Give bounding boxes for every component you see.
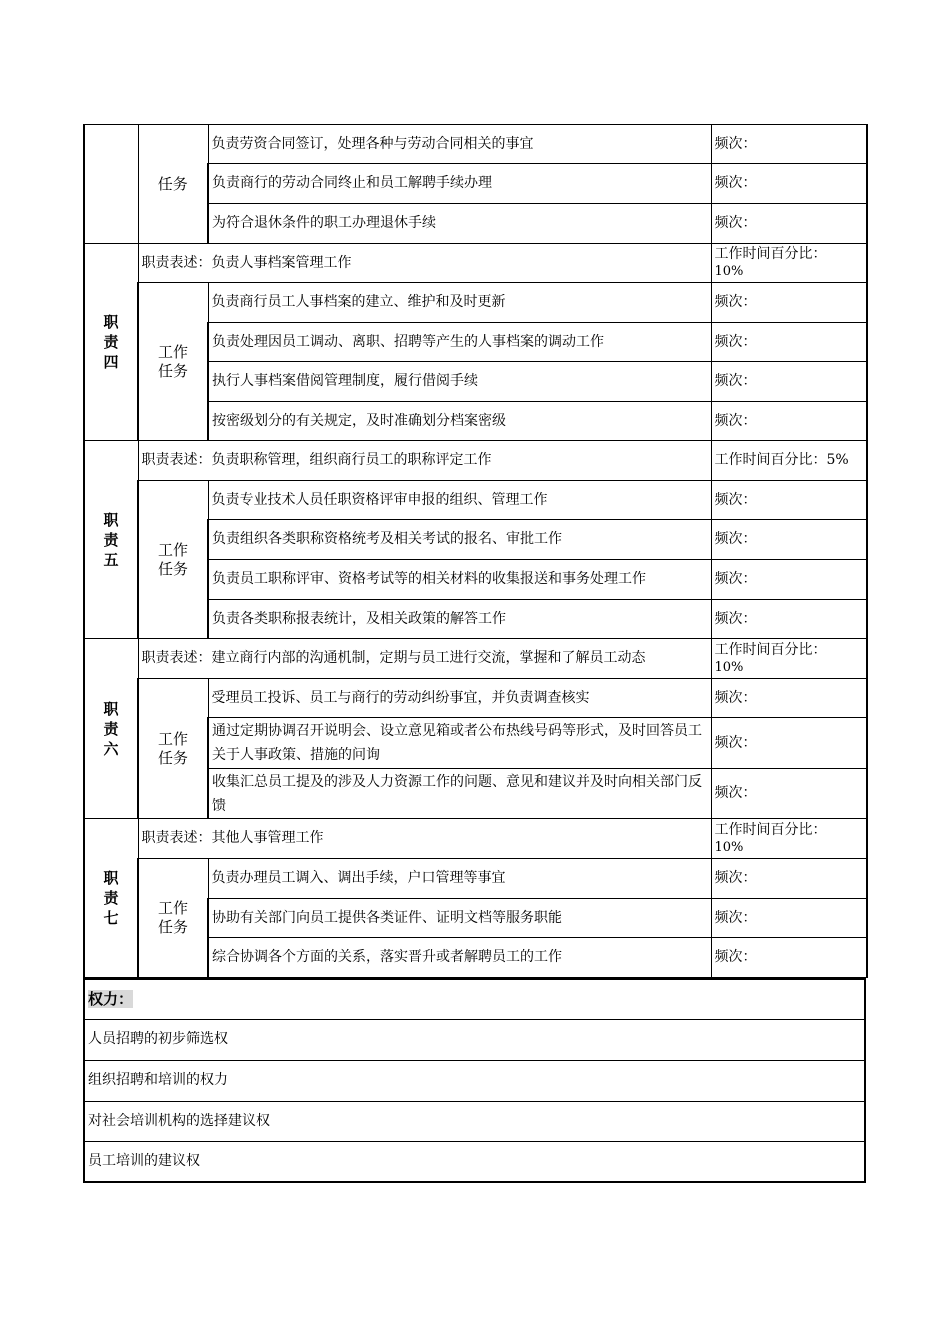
frequency-cell: 频次：: [711, 679, 867, 718]
task-text: 按密级划分的有关规定，及时准确划分档案密级: [208, 402, 711, 441]
power-row: [84, 1141, 865, 1182]
task-label: 任务: [138, 125, 208, 244]
frequency-cell: 频次：: [711, 164, 867, 204]
task-text: 收集汇总员工提及的涉及人力资源工作的问题、意见和建议并及时向相关部门反馈: [208, 769, 711, 819]
powers-table: [83, 978, 866, 1183]
job-description-sheet: [83, 124, 866, 1183]
task-text: 负责各类职称报表统计，及相关政策的解答工作: [208, 600, 711, 639]
task-row: [84, 481, 867, 520]
task-text: 负责组织各类职称资格统考及相关考试的报名、审批工作: [208, 520, 711, 560]
frequency-cell: 频次：: [711, 402, 867, 441]
duty-statement-row: [84, 441, 867, 481]
frequency-cell: 频次：: [711, 204, 867, 244]
task-row: [84, 859, 867, 899]
frequency-cell: 频次：: [711, 899, 867, 938]
duties-table: [83, 124, 868, 978]
powers-title: 权力：: [84, 979, 865, 1019]
frequency-cell: 频次：: [711, 600, 867, 639]
power-item: 员工培训的建议权: [84, 1141, 865, 1182]
duty-statement: 职责表述：建立商行内部的沟通机制，定期与员工进行交流，掌握和了解员工动态: [138, 639, 711, 679]
duty-statement: 职责表述：负责职称管理，组织商行员工的职称评定工作: [138, 441, 711, 481]
frequency-cell: 频次：: [711, 362, 867, 402]
task-text: 负责商行的劳动合同终止和员工解聘手续办理: [208, 164, 711, 204]
frequency-cell: 频次：: [711, 481, 867, 520]
duty-7-label: 职 责 七: [84, 819, 138, 978]
task-text: 综合协调各个方面的关系，落实晋升或者解聘员工的工作: [208, 938, 711, 978]
task-text: 负责办理员工调入、调出手续，户口管理等事宜: [208, 859, 711, 899]
powers-header-row: [84, 979, 865, 1019]
task-row: [84, 125, 867, 164]
frequency-cell: 频次：: [711, 859, 867, 899]
task-label: 工作 任务: [138, 283, 208, 441]
duty-5-label: 职 责 五: [84, 441, 138, 639]
frequency-cell: 频次：: [711, 938, 867, 978]
task-text: 通过定期协调召开说明会、设立意见箱或者公布热线号码等形式，及时回答员工关于人事政策、措施的问询: [208, 718, 711, 769]
task-text: 协助有关部门向员工提供各类证件、证明文档等服务职能: [208, 899, 711, 938]
duty-4-label: 职 责 四: [84, 244, 138, 441]
duty-statement: 职责表述：其他人事管理工作: [138, 819, 711, 859]
task-text: 负责劳资合同签订，处理各种与劳动合同相关的事宜: [208, 125, 711, 164]
time-percentage: 工作时间百分比： 10%: [711, 244, 867, 283]
frequency-cell: 频次：: [711, 560, 867, 600]
time-percentage: 工作时间百分比：5%: [711, 441, 867, 481]
task-text: 负责处理因员工调动、离职、招聘等产生的人事档案的调动工作: [208, 323, 711, 362]
power-item: 对社会培训机构的选择建议权: [84, 1101, 865, 1141]
task-label: 工作 任务: [138, 679, 208, 819]
task-label: 工作 任务: [138, 481, 208, 639]
duty-statement-row: [84, 639, 867, 679]
power-item: 人员招聘的初步筛选权: [84, 1019, 865, 1060]
power-row: [84, 1060, 865, 1101]
duty-statement-row: [84, 819, 867, 859]
time-percentage: 工作时间百分比： 10%: [711, 819, 867, 859]
frequency-cell: 频次：: [711, 125, 867, 164]
frequency-cell: 频次：: [711, 283, 867, 323]
task-text: 执行人事档案借阅管理制度，履行借阅手续: [208, 362, 711, 402]
frequency-cell: 频次：: [711, 769, 867, 819]
task-text: 负责专业技术人员任职资格评审申报的组织、管理工作: [208, 481, 711, 520]
duty-statement: 职责表述：负责人事档案管理工作: [138, 244, 711, 283]
duty-6-label: 职 责 六: [84, 639, 138, 819]
duty-label-empty: [84, 125, 138, 244]
task-label: 工作 任务: [138, 859, 208, 978]
power-row: [84, 1019, 865, 1060]
task-text: 负责员工职称评审、资格考试等的相关材料的收集报送和事务处理工作: [208, 560, 711, 600]
power-item: 组织招聘和培训的权力: [84, 1060, 865, 1101]
frequency-cell: 频次：: [711, 520, 867, 560]
task-row: [84, 283, 867, 323]
task-row: [84, 679, 867, 718]
task-text: 受理员工投诉、员工与商行的劳动纠纷事宜，并负责调查核实: [208, 679, 711, 718]
power-row: [84, 1101, 865, 1141]
duty-statement-row: [84, 244, 867, 283]
task-text: 为符合退休条件的职工办理退休手续: [208, 204, 711, 244]
task-text: 负责商行员工人事档案的建立、维护和及时更新: [208, 283, 711, 323]
frequency-cell: 频次：: [711, 718, 867, 769]
time-percentage: 工作时间百分比： 10%: [711, 639, 867, 679]
frequency-cell: 频次：: [711, 323, 867, 362]
